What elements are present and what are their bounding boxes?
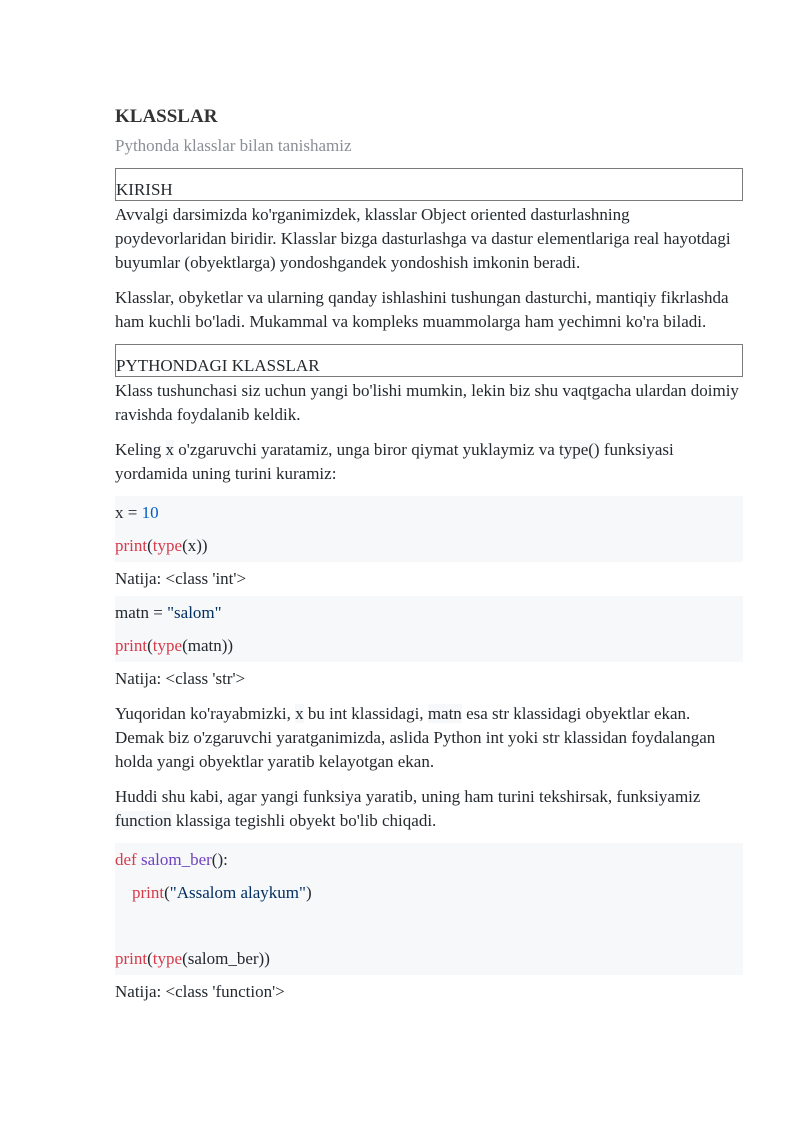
code-line: print(type(x)) [115,536,208,555]
result-function: Natija: <class 'function'> [115,982,285,1001]
pythondagi-paragraph-3: Yuqoridan ko'rayabmizki, x bu int klassidagi, matn esa str klassidagi obyektlar ekan. Demak biz o'zgaruvchi yaratganimizda, aslida Python int yoki str klassidan foydalangan holda yangi obyektlar yaratib kelayotgan ekan. [115,704,716,771]
code-line-blank [115,909,743,942]
result-str: Natija: <class 'str'> [115,669,246,688]
inline-code-function: function [115,811,172,830]
section-heading-kirish: KIRISH [115,168,743,201]
code-block-function [115,843,743,975]
result-int: Natija: <class 'int'> [115,569,247,588]
kirish-paragraph-1: Avvalgi darsimizda ko'rganimizdek, klasslar Object oriented dasturlashning poydevorlaridan biridir. Klasslar bizga dasturlashga va dastur elementlariga real hayotdagi buyumlar (obyektlarga) yondoshgandek yondoshish imkonin beradi. [115,205,731,272]
code-line: print(type(matn)) [115,636,234,655]
inline-code-x: x [295,704,304,723]
inline-code-x: x [165,440,175,459]
pythondagi-paragraph-1: Klass tushunchasi siz uchun yangi bo'lishi mumkin, lekin biz shu vaqtgacha ulardan doimiy ravishda foydalanib keldik. [115,381,739,424]
code-line: print(type(salom_ber)) [115,949,270,968]
code-line: x = 10 [115,503,159,522]
kirish-paragraph-2: Klasslar, obyketlar va ularning qanday ishlashini tushungan dasturchi, mantiqiy fikrlashda ham kuchli bo'ladi. Mukammal va kompleks muammolarga ham yechimni ko'ra biladi. [115,288,729,331]
pythondagi-paragraph-2: Keling x o'zgaruvchi yaratamiz, unga biror qiymat yuklaymiz va type() funksiyasi yordamida uning turini kuramiz: [115,440,674,483]
document-content [115,100,743,1009]
code-line: def salom_ber(): [115,850,228,869]
inline-code-matn: matn [427,704,462,723]
code-line: print("Assalom alaykum") [132,883,312,902]
pythondagi-paragraph-4: Huddi shu kabi, agar yangi funksiya yaratib, uning ham turini tekshirsak, funksiyamiz function klassiga tegishli obyekt bo'lib chiqadi. [115,787,701,830]
code-block-int [115,496,743,562]
code-block-str [115,596,743,662]
inline-code-type: type() [559,440,600,459]
code-line: matn = "salom" [115,603,222,622]
section-heading-pythondagi: PYTHONDAGI KLASSLAR [115,344,743,377]
page-subtitle: Pythonda klasslar bilan tanishamiz [115,136,352,155]
page-title: KLASSLAR [115,106,218,127]
